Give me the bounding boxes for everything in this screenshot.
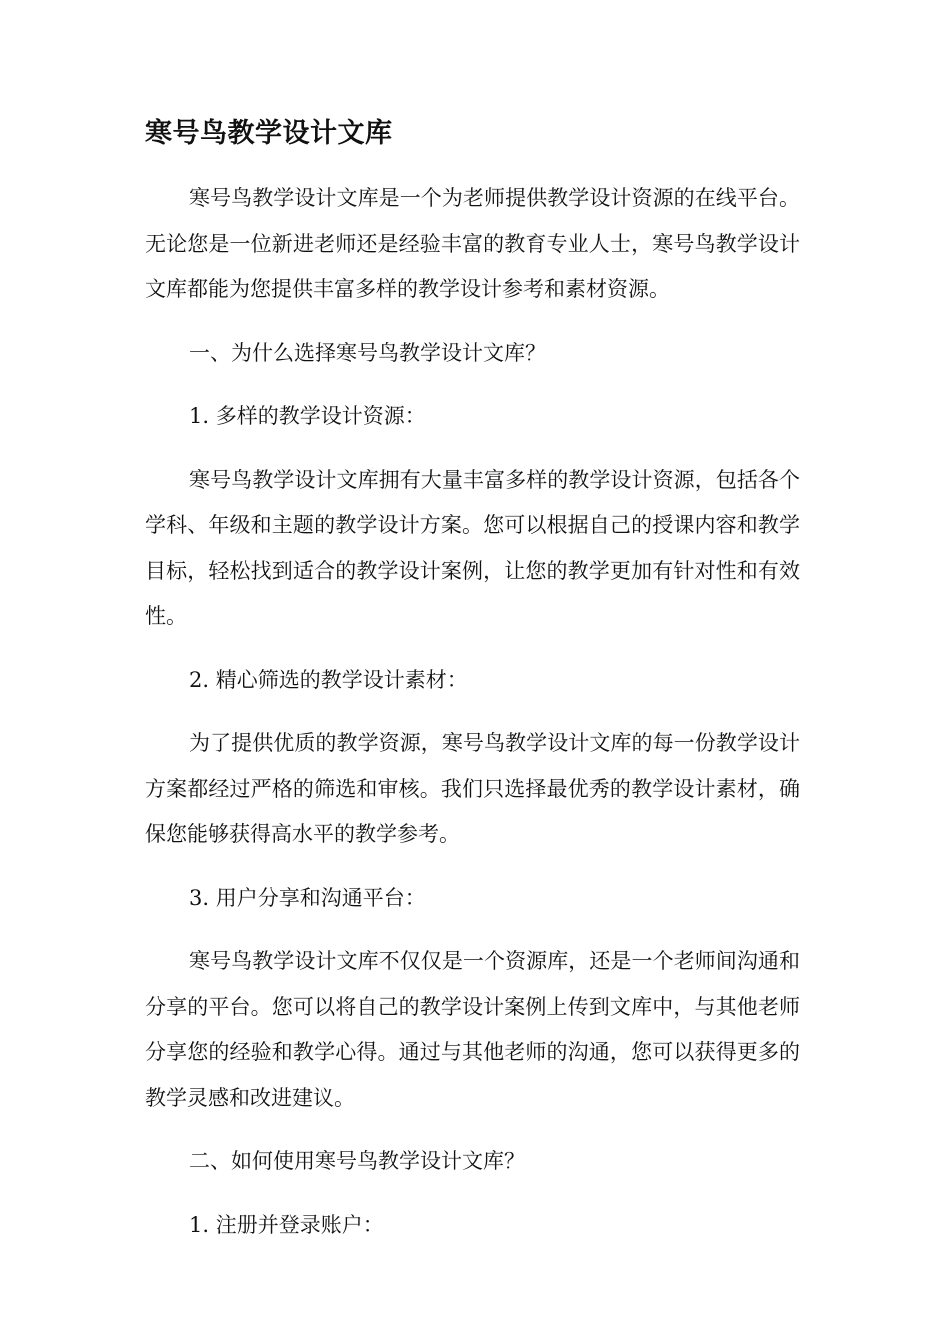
intro-paragraph: 寒号鸟教学设计文库是一个为老师提供教学设计资源的在线平台。无论您是一位新进老师还是经验丰富的教育专业人士，寒号鸟教学设计文库都能为您提供丰富多样的教学设计参考和素材资源。: [145, 186, 800, 301]
document-body: [145, 112, 800, 1248]
subheading-diverse-resources: 1. 多样的教学设计资源：: [189, 404, 426, 428]
section-heading-why: 一、为什么选择寒号鸟教学设计文库？: [189, 340, 546, 365]
paragraph-sharing-platform: 寒号鸟教学设计文库不仅仅是一个资源库，还是一个老师间沟通和分享的平台。您可以将自己的教学设计案例上传到文库中，与其他老师分享您的经验和教学心得。通过与其他老师的沟通，您可以获得更多的教学灵感和改进建议。: [145, 949, 800, 1110]
paragraph-curated-materials: 为了提供优质的教学资源，寒号鸟教学设计文库的每一份教学设计方案都经过严格的筛选和审核。我们只选择最优秀的教学设计素材，确保您能够获得高水平的教学参考。: [145, 731, 800, 846]
document-title: 寒号鸟教学设计文库: [145, 118, 393, 149]
paragraph-diverse-resources: 寒号鸟教学设计文库拥有大量丰富多样的教学设计资源，包括各个学科、年级和主题的教学设计方案。您可以根据自己的授课内容和教学目标，轻松找到适合的教学设计案例，让您的教学更加有针对性和有效性。: [145, 467, 800, 628]
subheading-register-login: 1. 注册并登录账户：: [189, 1212, 384, 1237]
subheading-curated-materials: 2. 精心筛选的教学设计素材：: [189, 667, 468, 692]
section-heading-how: 二、如何使用寒号鸟教学设计文库？: [189, 1149, 525, 1173]
subheading-sharing-platform: 3. 用户分享和沟通平台：: [189, 885, 426, 910]
